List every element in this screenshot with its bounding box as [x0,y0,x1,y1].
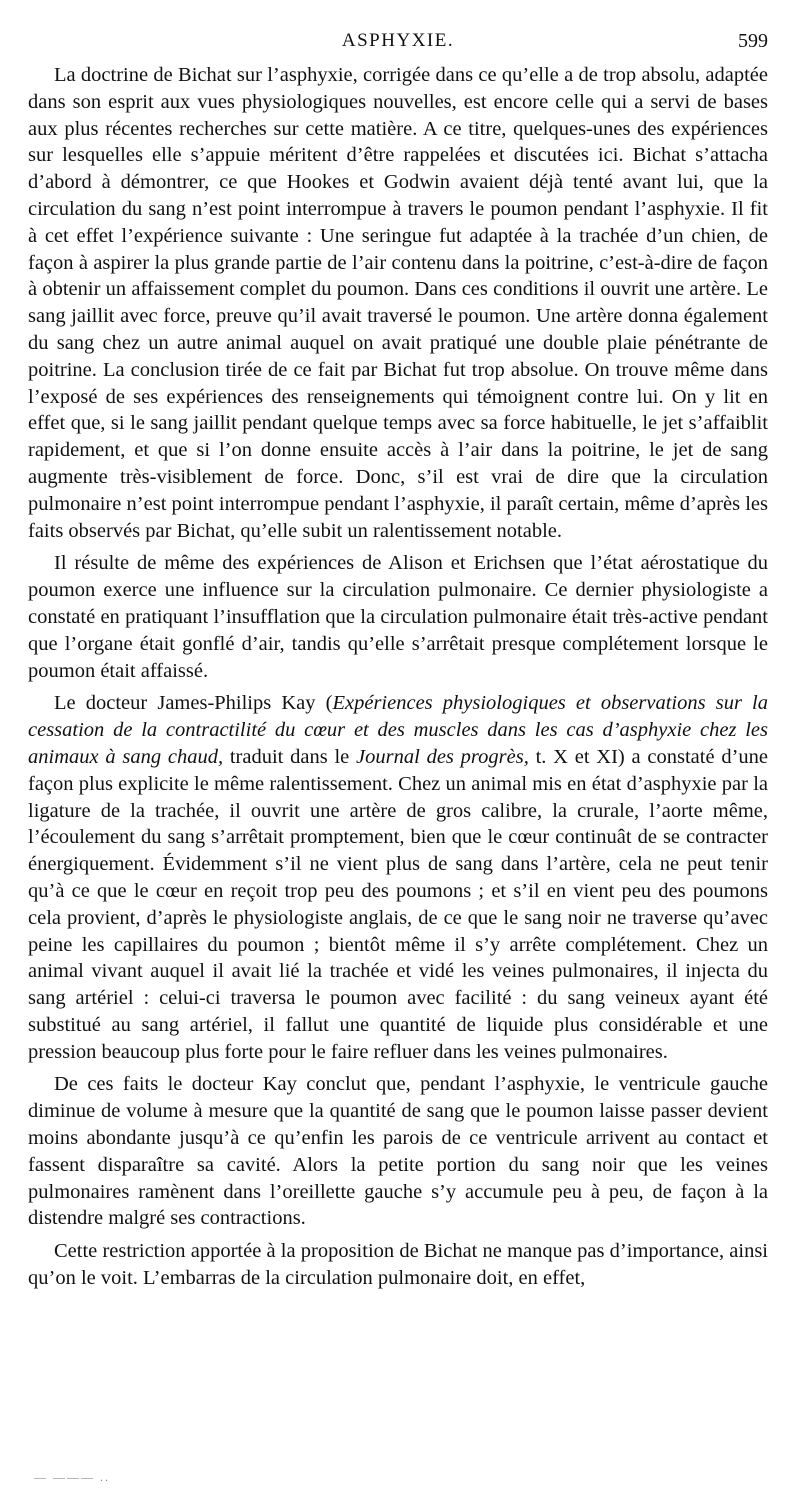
footer-marks: — ——— .. [34,1470,110,1484]
page-number: 599 [738,30,768,52]
kay-text-after: t. X et XI) a constaté d’une façon plus explicite le même ralentissement. Chez un animal mis en état d’asphyxie par la ligature de la trachée, il ouvrit une artère de gros calibre, la crurale, l’aorte même, l’écoulement du sang s’arrêtait promptement, bien que le cœur continuât de se contracter énergiquement. Évidemment s’il ne vient plus de sang dans l’artère, cela ne peut tenir qu’à ce que le cœur en reçoit trop peu des poumons ; et s’il en vient peu des poumons cela provient, d’après le physiologiste anglais, de ce que le sang noir ne traverse qu’avec peine les capillaires du poumon ; bientôt même il s’y arrête complétement. Chez un animal vivant auquel il avait lié la trachée et vidé les veines pulmonaires, il injecta du sang artériel : celui-ci traversa le poumon avec facilité : du sang veineux ayant été substitué au sang artériel, il fallut une quantité de liquide plus considérable et une pression beaucoup plus forte pour le faire refluer dans les veines pulmonaires. [28,745,768,1063]
paragraph-kay-conclusion: De ces faits le docteur Kay conclut que, pendant l’asphyxie, le ventricule gauche diminue de volume à mesure que la quantité de sang que le poumon laisse passer devient moins abondante jusqu’à ce qu’enfin les parois de ce ventricule arrivent au contact et fassent disparaître sa cavité. Alors la petite portion du sang noir que les veines pulmonaires ramènent dans l’oreillette gauche s’y accumule peu à peu, de façon à la distendre malgré ses contractions. [28,1073,768,1230]
kay-text-before: Le docteur James-Philips Kay ( [54,692,333,715]
running-title: ASPHYXIE. [341,30,455,51]
paragraph-alison-erichsen: Il résulte de même des expériences de Alison et Erichsen que l’état aérostatique du poumon exerce une influence sur la circulation pulmonaire. Ce dernier physiologiste a constaté en pratiquant l’insufflation que la circulation pulmonaire était très-active pendant que l’organe était gonflé d’air, tandis qu’elle s’arrêtait presque complétement lorsque le poumon était affaissé. [28,552,768,682]
running-head [28,22,768,50]
paragraph-bichat-doctrine: La doctrine de Bichat sur l’asphyxie, corrigée dans ce qu’elle a de trop absolu, adaptée dans son esprit aux vues physiologiques nouvelles, est encore celle qui a servi de bases aux plus récentes recherches sur cette matière. A ce titre, quelques-unes des expériences sur lesquelles elle s’appuie méritent d’être rappelées et discutées ici. Bichat s’attacha d’abord à démontrer, ce que Hookes et Godwin avaient déjà tenté avant lui, que la circulation du sang n’est point interrompue à travers le poumon pendant l’asphyxie. Il fit à cet effet l’expérience suivante : Une seringue fut adaptée à la trachée d’un chien, de façon à aspirer la plus grande partie de l’air contenu dans la poitrine, c’est-à-dire de façon à obtenir un affaissement complet du poumon. Dans ces conditions il ouvrit une artère. Le sang jaillit avec force, preuve qu’il avait traversé le poumon. Une artère donna également du sang chez un autre animal auquel on avait pratiqué une double plaie pénétrante de poitrine. La conclusion tirée de ce fait par Bichat fut trop absolue. On trouve même dans l’exposé de ses expériences des renseignements qui témoignent contre lui. On y lit en effet que, si le sang jaillit pendant quelque temps avec sa force habituelle, le jet s’affaiblit rapidement, et que si l’on donne ensuite accès à l’air dans la poitrine, le jet de sang augmente très-visiblement de force. Donc, s’il est vrai de dire que la circulation pulmonaire n’est point interrompue pendant l’asphyxie, il paraît certain, même d’après les faits observés par Bichat, qu’elle subit un ralentissement notable. [28,64,768,542]
book-page [28,22,768,1298]
paragraph-restriction: Cette restriction apportée à la proposition de Bichat ne manque pas d’importance, ainsi qu’on le voit. L’embarras de la circulation pulmonaire doit, en effet, [28,1240,768,1290]
body-text [28,62,768,1292]
kay-text-middle: traduit dans le [223,745,357,768]
kay-work-title: Expériences physiologiques et observations sur la cessation de la contractilité du cœur et des muscles dans les cas d’asphyxie chez les animaux à sang chaud, [28,692,768,768]
journal-title: Journal des progrès, [356,745,529,768]
paragraph-kay-experiments [28,690,768,1065]
